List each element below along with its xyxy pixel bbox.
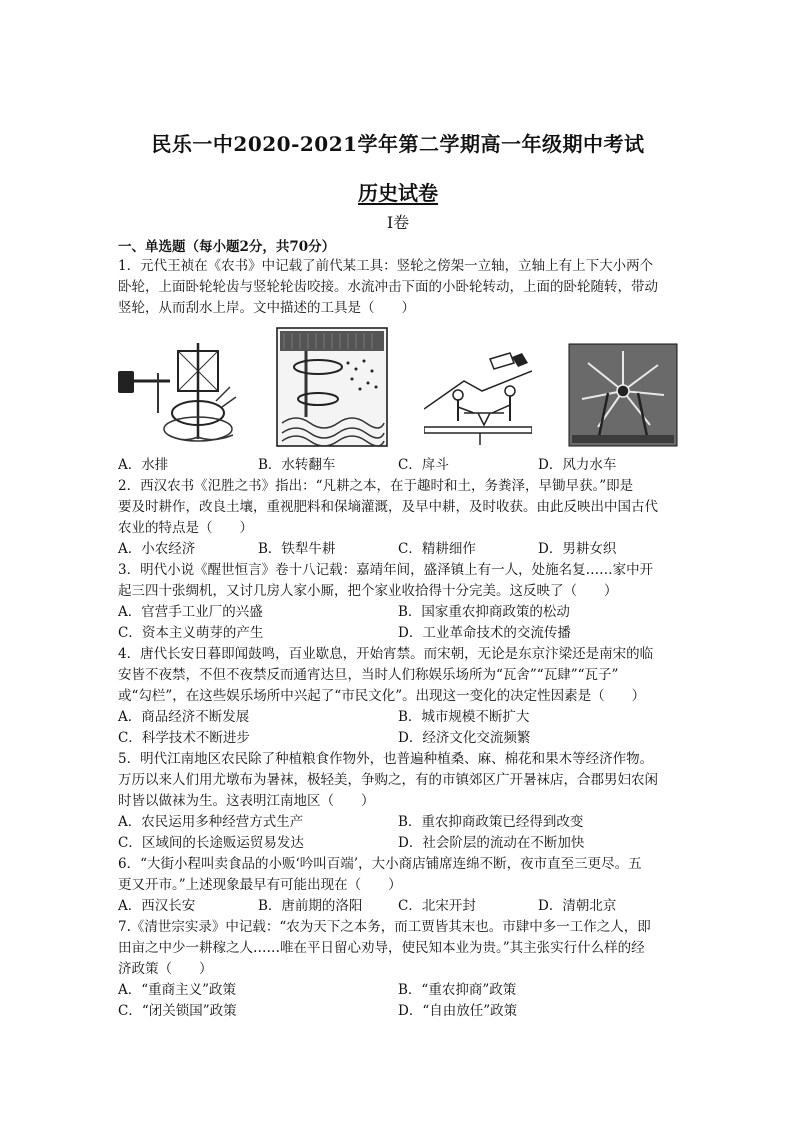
question-5 bbox=[118, 749, 678, 854]
question-1 bbox=[118, 256, 678, 476]
option-c[interactable]: C．资本主义萌芽的产生 bbox=[118, 625, 264, 641]
option-b[interactable]: B．国家重农抑商政策的松动 bbox=[398, 604, 570, 620]
question-3-options-row-1 bbox=[118, 602, 678, 623]
question-line: 竖轮，从而刮水上岸。文中描述的工具是（ ） bbox=[118, 300, 415, 316]
option-b[interactable]: B．重农抑商政策已经得到改变 bbox=[398, 814, 584, 830]
question-3 bbox=[118, 560, 678, 644]
option-b[interactable]: B．水转翻车 bbox=[258, 457, 336, 473]
option-a[interactable]: A．水排 bbox=[118, 457, 169, 473]
question-6 bbox=[118, 854, 678, 917]
option-d[interactable]: D．“自由放任”政策 bbox=[398, 1003, 518, 1019]
question-1-figures bbox=[118, 327, 678, 447]
bucket-scoop-illustration bbox=[424, 351, 532, 447]
question-line: 更又开市。”上述现象最早有可能出现在（ ） bbox=[118, 877, 402, 893]
question-line: 2．西汉农书《氾胜之书》指出：“凡耕之本，在于趣时和土，务粪泽，早锄早获。”即是 bbox=[118, 478, 634, 494]
windmill-illustration bbox=[568, 343, 678, 447]
question-5-options-row-1 bbox=[118, 812, 678, 833]
volume-label: Ⅰ卷 bbox=[386, 213, 410, 232]
question-line: 6．“大街小程叫卖食品的小贩‘吟叫百端’，大小商店铺席连绵不断，夜市直至三更尽。五 bbox=[118, 856, 642, 872]
question-line: 济政策（ ） bbox=[118, 961, 213, 977]
question-2 bbox=[118, 476, 678, 560]
option-d[interactable]: D．工业革命技术的交流传播 bbox=[398, 625, 571, 641]
question-line: 卧轮，上面卧轮轮齿与竖轮轮齿咬接。水流冲击下面的小卧轮转动，上面的卧轮随转，带动 bbox=[118, 279, 658, 295]
option-c[interactable]: C．北宋开封 bbox=[398, 898, 476, 914]
question-line: 3．明代小说《醒世恒言》卷十八记载：嘉靖年间，盛泽镇上有一人，处施名复……家中开 bbox=[118, 562, 654, 578]
question-7-options-row-1 bbox=[118, 980, 678, 1001]
question-line: 5．明代江南地区农民除了种植粮食作物外，也普遍种植桑、麻、棉花和果木等经济作物。 bbox=[118, 751, 654, 767]
question-6-options bbox=[118, 896, 678, 917]
question-line: 农业的特点是（ ） bbox=[118, 520, 253, 536]
option-a[interactable]: A．商品经济不断发展 bbox=[118, 709, 250, 725]
question-line: 田亩之中少一耕稼之人……唯在平日留心劝导，使民知本业为贵。”其主张实行什么样的经 bbox=[118, 940, 645, 956]
option-c[interactable]: C．科学技术不断进步 bbox=[118, 730, 250, 746]
question-line: 1．元代王祯在《农书》中记载了前代某工具：竖轮之傍架一立轴，立轴上有上下大小两个 bbox=[118, 258, 654, 274]
question-7 bbox=[118, 917, 678, 1022]
question-7-options-row-2 bbox=[118, 1001, 678, 1022]
option-b[interactable]: B．“重农抑商”政策 bbox=[398, 982, 517, 998]
option-a[interactable]: A．西汉长安 bbox=[118, 898, 196, 914]
option-a[interactable]: A．农民运用多种经营方式生产 bbox=[118, 814, 304, 830]
question-line: 要及时耕作，改良土壤，重视肥料和保墒灌溉，及早中耕，及时收获。由此反映出中国古代 bbox=[118, 499, 658, 515]
water-pump-illustration bbox=[118, 343, 240, 447]
option-d[interactable]: D．男耕女织 bbox=[538, 541, 617, 557]
question-5-options-row-2 bbox=[118, 833, 678, 854]
question-1-options bbox=[118, 455, 678, 476]
exam-page bbox=[118, 128, 678, 1022]
option-b[interactable]: B．唐前期的洛阳 bbox=[258, 898, 363, 914]
option-c[interactable]: C．精耕细作 bbox=[398, 541, 476, 557]
option-b[interactable]: B．铁犁牛耕 bbox=[258, 541, 336, 557]
question-line: 时皆以做袜为生。这表明江南地区（ ） bbox=[118, 793, 375, 809]
exam-title: 民乐一中2020-2021学年第二学期高一年级期中考试 bbox=[151, 132, 645, 156]
question-2-options bbox=[118, 539, 678, 560]
option-a[interactable]: A．官营手工业厂的兴盛 bbox=[118, 604, 263, 620]
option-c[interactable]: C．区域间的长途贩运贸易发达 bbox=[118, 835, 304, 851]
option-b[interactable]: B．城市规模不断扩大 bbox=[398, 709, 530, 725]
option-a[interactable]: A．小农经济 bbox=[118, 541, 196, 557]
option-c[interactable]: C．“闭关锁国”政策 bbox=[118, 1003, 237, 1019]
question-4 bbox=[118, 644, 678, 749]
option-d[interactable]: D．风力水车 bbox=[538, 457, 617, 473]
option-a[interactable]: A．“重商主义”政策 bbox=[118, 982, 237, 998]
question-line: 万历以来人们用尤墩布为暑袜，极轻美，争购之，有的市镇郊区广开暑袜店，合郡男妇农闲 bbox=[118, 772, 658, 788]
water-wheel-illustration bbox=[276, 327, 388, 447]
question-line: 安皆不夜禁，不但不夜禁反而通宵达旦，当时人们称娱乐场所为“瓦舍”“瓦肆”“瓦子” bbox=[118, 667, 619, 683]
question-line: 7.《清世宗实录》中记载：“农为天下之本务，而工贾皆其末也。市肆中多一工作之人，即 bbox=[118, 919, 651, 935]
question-line: 4．唐代长安日暮即闻鼓鸣，百业歇息，开始宵禁。而宋朝，无论是东京汴梁还是南宋的临 bbox=[118, 646, 654, 662]
question-line: 起三四十张绸机，又讨几房人家小厮，把个家业收拾得十分完美。这反映了（ ） bbox=[118, 583, 618, 599]
option-d[interactable]: D．经济文化交流频繁 bbox=[398, 730, 531, 746]
question-4-options-row-1 bbox=[118, 707, 678, 728]
section-heading: 一、单选题（每小题2分，共70分） bbox=[118, 239, 336, 255]
option-c[interactable]: C．戽斗 bbox=[398, 457, 449, 473]
option-d[interactable]: D．社会阶层的流动在不断加快 bbox=[398, 835, 585, 851]
question-line: 或“勾栏”，在这些娱乐场所中兴起了“市民文化”。出现这一变化的决定性因素是（ ） bbox=[118, 688, 646, 704]
question-4-options-row-2 bbox=[118, 728, 678, 749]
question-3-options-row-2 bbox=[118, 623, 678, 644]
option-d[interactable]: D．清朝北京 bbox=[538, 898, 617, 914]
exam-subtitle: 历史试卷 bbox=[358, 181, 438, 205]
